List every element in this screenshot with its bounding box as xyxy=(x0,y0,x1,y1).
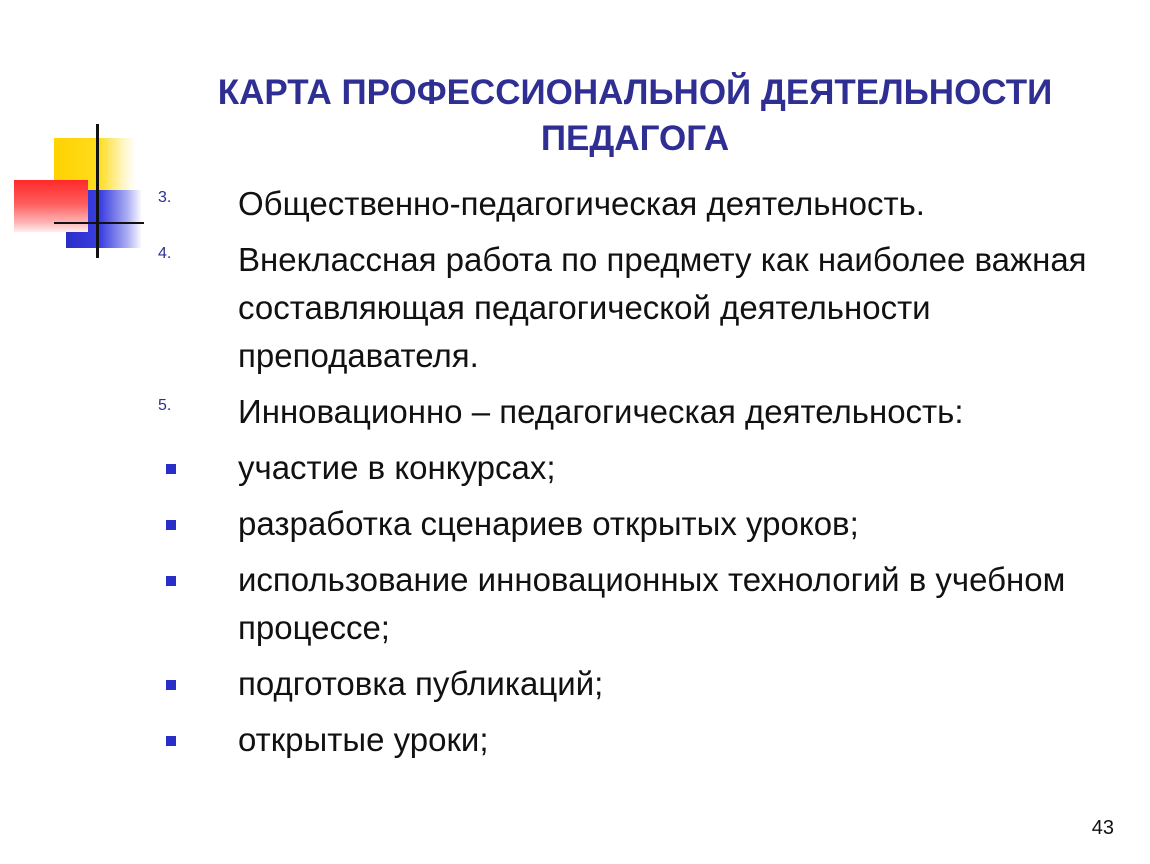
list-item xyxy=(158,236,1118,380)
item-text: Инновационно – педагогическая деятельность: xyxy=(238,393,964,430)
item-number: 5. xyxy=(158,397,172,414)
square-bullet-icon xyxy=(166,464,176,474)
content-list xyxy=(158,180,1118,772)
item-number: 4. xyxy=(158,245,172,262)
item-number: 3. xyxy=(158,189,172,206)
item-text: Внеклассная работа по предмету как наиболее важная составляющая педагогической деятельности преподавателя. xyxy=(238,241,1087,374)
square-bullet-icon xyxy=(166,520,176,530)
square-bullet-icon xyxy=(166,736,176,746)
item-text: подготовка публикаций; xyxy=(238,665,604,702)
vertical-line xyxy=(96,124,99,258)
item-text: открытые уроки; xyxy=(238,721,489,758)
list-item xyxy=(158,444,1118,492)
slide-title: КАРТА ПРОФЕССИОНАЛЬНОЙ ДЕЯТЕЛЬНОСТИ ПЕДАГОГА xyxy=(217,73,1053,158)
horizontal-line xyxy=(54,222,144,224)
square-bullet-icon xyxy=(166,680,176,690)
list-item xyxy=(158,500,1118,548)
list-item xyxy=(158,556,1118,652)
item-text: участие в конкурсах; xyxy=(238,449,556,486)
item-text: использование инновационных технологий в учебном процессе; xyxy=(238,561,1066,646)
list-item xyxy=(158,660,1118,708)
list-item xyxy=(158,388,1118,436)
page-number: 43 xyxy=(1091,817,1114,839)
square-bullet-icon xyxy=(166,576,176,586)
item-text: Общественно-педагогическая деятельность. xyxy=(238,185,925,222)
red-square xyxy=(14,180,88,232)
item-text: разработка сценариев открытых уроков; xyxy=(238,505,859,542)
decorative-squares-logo xyxy=(14,124,144,258)
list-item xyxy=(158,716,1118,764)
list-item xyxy=(158,180,1118,228)
